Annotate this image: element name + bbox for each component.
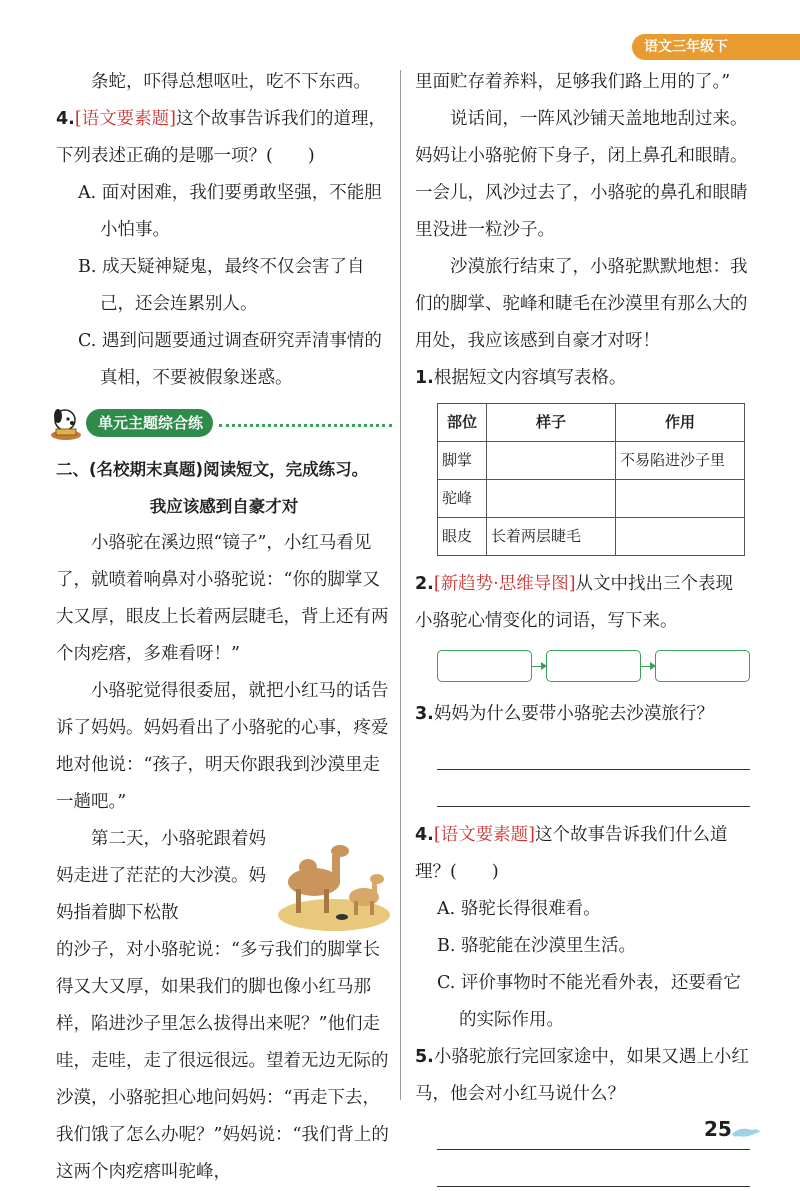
question-5 [415,1039,750,1113]
story-paragraph-3b: 的沙子，对小骆驼说：“多亏我们的脚掌长得又大又厚，如果我们的脚也像小红马那样，陷进沙子里怎么拔得出来呢？”他们走哇，走哇，走了很远很远。望着无边无际的沙漠，小骆驼担心地问妈妈：“再走下去，我们饿了怎么办呢？”妈妈说：“我们背上的这两个肉疙瘩叫驼峰， [56,940,389,1182]
answer-cell[interactable] [487,442,616,480]
story-paragraph-1: 小骆驼在溪边照“镜子”，小红马看见了，就喷着响鼻对小骆驼说：“你的脚掌又大又厚，眼皮上长着两层睫毛，背上还有两个肉疙瘩，多难看呀！” [56,533,389,664]
question-4-left [56,101,392,175]
dotted-rule [219,424,392,427]
option-a: A. 面对困难，我们要勇敢坚强，不能胆小怕事。 [78,183,382,240]
column-divider [400,70,401,1100]
question-tag: [语文要素题] [433,825,535,845]
mood-box-2[interactable] [546,650,641,682]
answer-line[interactable] [437,733,750,770]
story-paragraph-4: 里面贮存着养料，足够我们路上用的了。” [415,72,731,92]
table-row [438,480,745,518]
question-text: 这个故事告诉我们的道理，下列表述正确的是哪一项？( ) [56,109,386,166]
question-1 [415,360,750,397]
option-b: B. 骆驼能在沙漠里生活。 [437,936,636,956]
table-cell: 眼皮 [438,518,487,556]
section-header [48,399,392,447]
arrow-icon [641,666,655,667]
table-cell: 长着两层睫毛 [487,518,616,556]
table-header: 作用 [616,404,745,442]
question-number: 4. [415,825,434,845]
table-row [438,518,745,556]
question-3 [415,696,750,733]
table-header: 部位 [438,404,487,442]
table-cell: 不易陷进沙子里 [616,442,745,480]
answer-cell[interactable] [616,518,745,556]
mood-box-1[interactable] [437,650,532,682]
dolphin-icon [730,1124,762,1140]
table-cell: 脚掌 [438,442,487,480]
option-c: C. 评价事物时不能光看外表，还要看它的实际作用。 [437,973,741,1030]
table-row [438,442,745,480]
question-number: 1. [415,368,434,388]
question-number: 5. [415,1047,434,1067]
option-c: C. 遇到问题要通过调查研究弄清事情的真相，不要被假象迷惑。 [78,331,382,388]
question-text: 这个故事告诉我们什么道理？( ) [415,825,728,882]
body-parts-table [437,403,745,556]
question-text: 从文中找出三个表现小骆驼心情变化的词语，写下来。 [415,574,734,631]
answer-line[interactable] [437,770,750,807]
question-4-right [415,817,750,891]
table-cell: 驼峰 [438,480,487,518]
story-title: 我应该感到自豪才对 [149,497,299,516]
question-text: 小骆驼旅行完回家途中，如果又遇上小红马，他会对小红马说什么？ [415,1047,749,1104]
story-paragraph-2: 小骆驼觉得很委屈，就把小红马的话告诉了妈妈。妈妈看出了小骆驼的心事，疼爱地对他说：“孩子，明天你跟我到沙漠里走一趟吧。” [56,681,389,812]
left-column [56,64,392,1191]
answer-cell[interactable] [487,480,616,518]
story-paragraph-5: 说话间，一阵风沙铺天盖地地刮过来。妈妈让小骆驼俯下身子，闭上鼻孔和眼睛。一会儿，风沙过去了，小骆驼的鼻孔和眼睛里没进一粒沙子。 [415,109,748,240]
story-paragraph-6: 沙漠旅行结束了，小骆驼默默地想：我们的脚掌、驼峰和睫毛在沙漠里有那么大的用处，我应该感到自豪才对呀！ [415,257,748,351]
continued-text: 条蛇，吓得总想呕吐，吃不下东西。 [91,72,371,92]
answer-line[interactable] [437,1150,750,1187]
mood-box-3[interactable] [655,650,750,682]
question-text: 根据短文内容填写表格。 [433,368,627,388]
question-tag: [新趋势·思维导图] [433,574,576,594]
option-a: A. 骆驼长得很难看。 [437,899,601,919]
dog-mascot-icon [48,405,84,441]
question-2 [415,566,750,640]
story-paragraph-3-top [56,821,392,932]
question-number: 2. [415,574,434,594]
answer-cell[interactable] [616,480,745,518]
arrow-icon [532,666,546,667]
page-number: 25 [704,1117,732,1141]
section-title: 单元主题综合练 [86,409,213,437]
exercise-heading: 二、(名校期末真题)阅读短文，完成练习。 [56,460,369,479]
mind-map [437,650,750,682]
option-b: B. 成天疑神疑鬼，最终不仅会害了自己，还会连累别人。 [78,257,365,314]
grade-badge: 语文三年级下 [632,34,800,60]
table-header: 样子 [487,404,616,442]
question-number: 4. [56,109,75,129]
right-column [415,64,750,1187]
story-paragraph-3a: 第二天，小骆驼跟着妈妈走进了茫茫的大沙漠。妈妈指着脚下松散 [56,829,266,923]
question-number: 3. [415,704,434,724]
question-text: 妈妈为什么要带小骆驼去沙漠旅行？ [433,704,714,724]
camel-illustration [274,827,392,932]
question-tag: [语文要素题] [74,109,176,129]
